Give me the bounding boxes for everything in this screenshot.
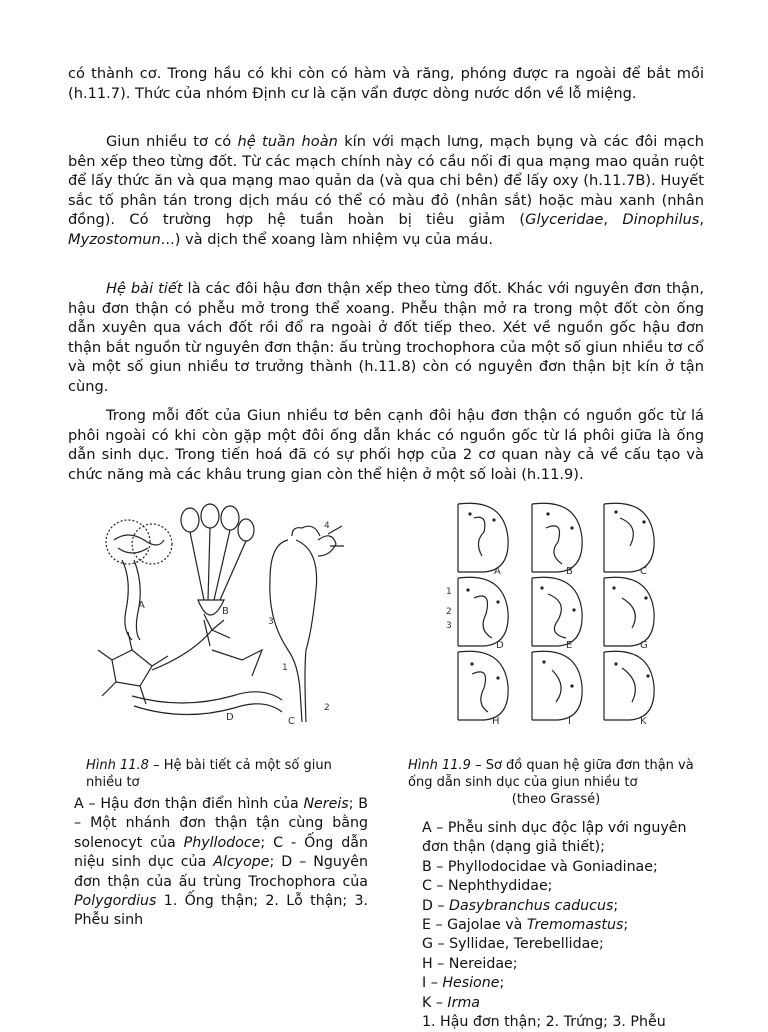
figure-label-a: A <box>494 566 501 577</box>
legend-item <box>422 916 704 935</box>
legend-text: D – <box>422 897 450 914</box>
legend-item <box>422 897 704 916</box>
caption-number: Hình 11.8 <box>86 758 149 773</box>
paragraph-text: Giun nhiều tơ có <box>106 133 238 150</box>
figure-label-1: 1 <box>446 587 452 597</box>
diagram-cells <box>458 503 654 720</box>
punctuation: , <box>603 211 623 229</box>
legend-item: A – Phễu sinh dục độc lập với nguyên đơn thận (dạng giả thiết); <box>422 820 687 856</box>
figure-label-b: B <box>566 566 573 577</box>
punctuation: ; <box>499 975 505 992</box>
legend-text: 1. Ống thận; 2. Lỗ thận; 3. Phễu sinh <box>74 893 368 929</box>
legend-item <box>422 974 704 993</box>
punctuation: ; <box>613 897 619 914</box>
figure-label-d: D <box>226 712 234 723</box>
figure-label-1: 1 <box>282 663 288 673</box>
figure-label-b: B <box>222 606 229 617</box>
term-excretory-system: Hệ bài tiết <box>106 280 183 297</box>
punctuation: ; <box>623 917 629 934</box>
figure-label-4: 4 <box>324 521 330 531</box>
taxon-name: Nereis <box>303 796 349 812</box>
taxon-name: Dasybranchus caducus <box>449 897 614 914</box>
caption-text: – Hệ bài tiết cả một số giun nhiều tơ <box>86 758 332 790</box>
paragraph-text: Trong mỗi đốt của Giun nhiều tơ bên cạnh đôi hậu đơn thận có nguồn gốc từ lá phôi ngoài có khi còn gặp một đôi ống dẫn khác có nguồn gốc từ lá phôi giữa là ống dẫn sinh dục. Trong tiến hoá đã có sự phối hợp của 2 cơ quan này cả về cấu tạo và chức năng mà các khâu trung gian còn thể hiện ở một số loài (h.11.9). <box>68 407 704 483</box>
paragraph-text: là các đôi hậu đơn thận xếp theo từng đốt. Khác với nguyên đơn thận, hậu đơn thận có phễu mở trong thể xoang. Phễu thận mở ra trong một đốt còn ống dẫn xuyên qua vách đốt rồi đổ ra ngoài ở đốt tiếp theo. Xét về nguồn gốc hậu đơn thận bắt nguồn từ nguyên đơn thận: ấu trùng trochophora của một số giun nhiều tơ cổ và một số giun nhiều tơ trưởng thành (h.11.8) còn có nguyên đơn thận bịt kín ở tận cùng. <box>68 280 704 395</box>
paragraph-excretory-system <box>68 279 704 397</box>
paragraph-text: có thành cơ. Trong hầu có khi còn có hàm và răng, phóng được ra ngoài để bắt mồi (h.11.7). Thức của nhóm Định cư là cặn vẩn được dòng nước dồn về lỗ miệng. <box>68 65 704 102</box>
figure-label-i: I <box>568 716 571 727</box>
legend-text: ; C - Ống dẫn niệu sinh dục của <box>74 834 368 871</box>
figure-label-d: D <box>496 640 504 651</box>
term-circulatory-system: hệ tuần hoàn <box>237 133 338 150</box>
figure-11-8-caption <box>86 757 364 791</box>
legend-text: A – Hậu đơn thận điển hình của <box>74 796 304 812</box>
paragraph-text: ...) và dịch thể xoang làm nhiệm vụ của máu. <box>160 230 493 248</box>
figure-label-e: E <box>566 640 573 651</box>
figure-label-2: 2 <box>446 607 452 617</box>
taxon-name: Glyceridae <box>525 211 604 229</box>
figure-11-9-legend <box>422 819 704 1031</box>
taxon-name: Myzostomun <box>68 230 161 248</box>
legend-text: E – Gajolae và <box>422 917 527 934</box>
taxon-name: Hesione <box>442 975 500 992</box>
taxon-name: Irma <box>447 994 480 1011</box>
figure-11-8-legend-clip <box>74 795 369 929</box>
caption-text: – Sơ đồ quan hệ giữa đơn thận và ống dẫn sinh dục của giun nhiều tơ <box>408 758 694 790</box>
figure-11-8-legend <box>74 795 368 931</box>
legend-text: K – <box>422 994 448 1011</box>
figure-11-9-caption <box>408 757 704 808</box>
figure-label-k: K <box>640 716 647 727</box>
figure-label-c: C <box>640 566 647 577</box>
diagram-dots <box>466 510 649 687</box>
figure-11-9-illustration <box>444 498 670 728</box>
taxon-name: Dinophilus <box>622 211 700 229</box>
caption-source: (theo Grassé) <box>511 792 601 807</box>
paragraph-feeding <box>68 64 704 103</box>
legend-item: C – Nephthydidae; <box>422 878 553 895</box>
caption-number: Hình 11.9 <box>408 758 471 773</box>
legend-item <box>422 994 704 1013</box>
legend-item: H – Nereidae; <box>422 955 518 972</box>
figure-label-2: 2 <box>324 703 330 713</box>
taxon-name: Tremomastus <box>526 917 624 934</box>
figure-label-h: H <box>492 716 500 727</box>
figure-label-g: G <box>640 640 648 651</box>
legend-text: ; B – Một nhánh đơn thận tận cùng bằng solenocyt của <box>74 796 368 851</box>
nephridium-a-drawing <box>106 520 172 640</box>
punctuation: , <box>699 211 705 229</box>
figure-11-8-illustration <box>92 500 344 736</box>
figure-label-a: A <box>138 600 145 611</box>
paragraph-circulatory-system <box>68 132 704 250</box>
caption-line <box>408 757 704 791</box>
taxon-name: Phyllodoce <box>183 834 261 851</box>
figure-label-c: C <box>288 716 295 727</box>
figure-label-3: 3 <box>446 621 452 631</box>
duct-c-drawing <box>270 526 344 722</box>
legend-item: B – Phyllodocidae và Goniadinae; <box>422 858 658 875</box>
paragraph-genital-ducts <box>68 406 704 484</box>
paragraph-text: kín với mạch lưng, mạch bụng và các đôi mạch bên xếp theo từng đốt. Từ các mạch chính này có cầu nối đi qua mạng mao quản ruột để lấy thức ăn và qua mạng mao quản da (và qua chi bên) để lấy oxy (h.11.7B). Huyết sắc tố phân tán trong dịch máu có thể có màu đỏ (nhân sắt) hoặc màu xanh (nhân đồng). Có trường hợp hệ tuần hoàn bị tiêu giảm ( <box>68 133 704 229</box>
legend-item: 1. Hậu đơn thận; 2. Trứng; 3. Phễu <box>422 1014 666 1031</box>
legend-item: G – Syllidae, Terebellidae; <box>422 936 604 953</box>
figure-label-3: 3 <box>268 617 274 627</box>
legend-text: I – <box>422 975 443 992</box>
taxon-name: Alcyope <box>213 854 270 871</box>
taxon-name: Polygordius <box>74 893 157 910</box>
legend-text: ; D – Nguyên đơn thận của ấu trùng Trochophora của <box>74 854 369 890</box>
